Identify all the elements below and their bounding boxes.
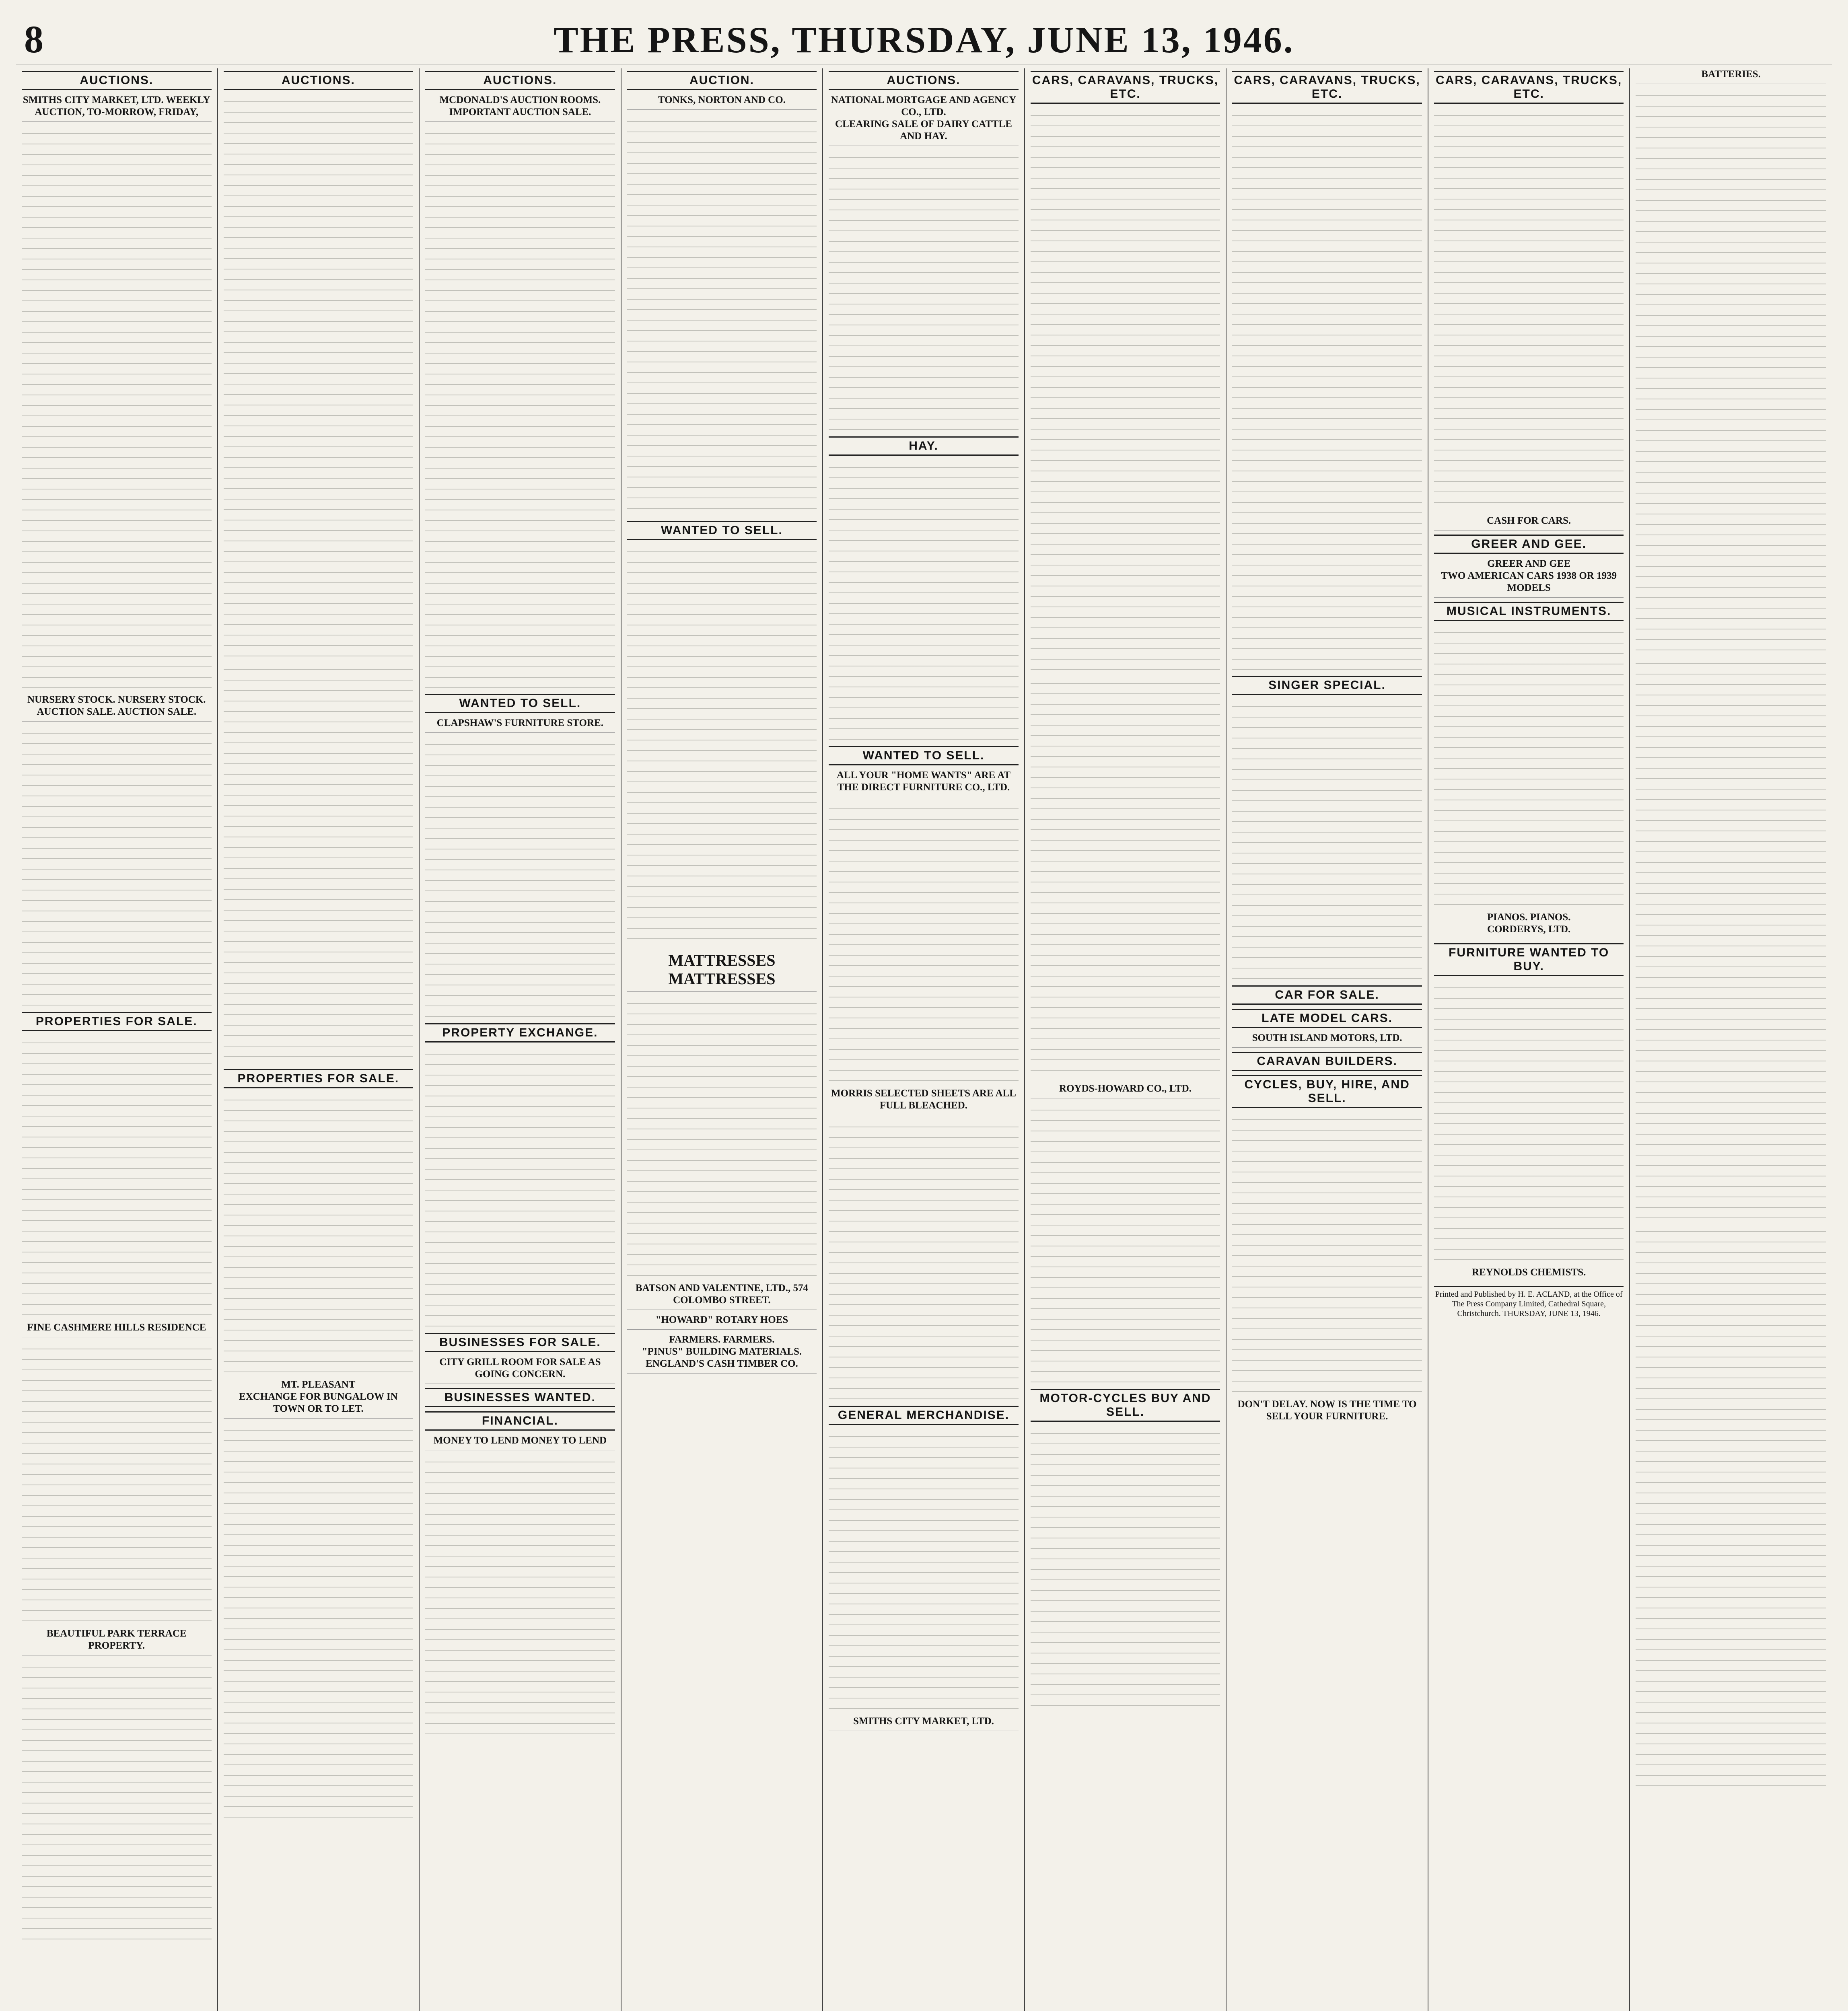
ad-body-text — [1636, 656, 1826, 1219]
ad-body-text — [1232, 108, 1422, 671]
ad-body-text — [22, 1659, 212, 1941]
ad-heading: ALL YOUR "HOME WANTS" ARE AT THE DIRECT FURNITURE CO., LTD. — [836, 770, 1011, 793]
section-heading: WANTED TO SELL. — [425, 694, 615, 713]
section-heading: CAR FOR SALE. — [1232, 985, 1422, 1005]
ad-body-text — [1232, 699, 1422, 981]
section-heading: AUCTION. — [627, 71, 817, 90]
ad-body-text — [627, 996, 817, 1277]
classified-ad — [1232, 1032, 1422, 1048]
section-heading: MUSICAL INSTRUMENTS. — [1434, 602, 1624, 621]
classified-ad — [627, 1334, 817, 1374]
ad-heading: PIANOS. PIANOS. — [1487, 912, 1571, 923]
ad-heading: MT. PLEASANT — [281, 1379, 356, 1390]
ad-heading: CITY GRILL ROOM FOR SALE AS GOING CONCERN. — [439, 1357, 601, 1380]
classified-ad — [627, 94, 817, 110]
section-heading: GENERAL MERCHANDISE. — [829, 1406, 1019, 1425]
ad-heading: MONEY TO LEND MONEY TO LEND — [433, 1435, 607, 1446]
page-number: 8 — [24, 18, 43, 61]
ad-body-text — [22, 1035, 212, 1317]
ad-heading: CLAPSHAW'S FURNITURE STORE. — [436, 718, 603, 728]
ad-heading: TONKS, NORTON AND CO. — [658, 95, 786, 105]
classified-ad — [1232, 1398, 1422, 1426]
ad-body-text — [1636, 1224, 1826, 1787]
classified-ad — [829, 769, 1019, 797]
ad-heading: BATSON AND VALENTINE, LTD., 574 COLOMBO STREET. — [635, 1283, 808, 1306]
section-heading: AUCTIONS. — [224, 71, 414, 90]
ad-heading: GREER AND GEE — [1487, 558, 1571, 569]
ad-body-text — [22, 726, 212, 1007]
ad-body-text — [425, 1454, 615, 1736]
classified-ad — [22, 94, 212, 122]
ad-heading: FARMERS. FARMERS. — [669, 1334, 775, 1345]
ad-body-text — [1031, 1426, 1220, 1707]
ad-heading: NATIONAL MORTGAGE AND AGENCY CO., LTD. — [831, 95, 1017, 117]
ad-heading: EXCHANGE FOR BUNGALOW IN TOWN OR TO LET. — [239, 1391, 398, 1414]
section-heading: WANTED TO SELL. — [627, 521, 817, 540]
section-heading: PROPERTY EXCHANGE. — [425, 1023, 615, 1043]
classified-ad — [1636, 68, 1826, 84]
masthead — [16, 14, 1832, 64]
ad-body-text — [1434, 108, 1624, 510]
ad-heading: AUCTION SALE. AUCTION SALE. — [37, 706, 197, 717]
printer-imprint: Printed and Published by H. E. ACLAND, at the Office of The Press Company Limited, Cathedral Square, Christchurch. THURSDAY, JUNE 13, 1946. — [1434, 1286, 1624, 1318]
column-7 — [1227, 68, 1428, 2011]
column-9 — [1630, 68, 1832, 2011]
ad-heading: "PINUS" BUILDING MATERIALS. — [642, 1346, 802, 1357]
ad-body-text — [22, 1341, 212, 1623]
section-heading: CARS, CARAVANS, TRUCKS, ETC. — [1232, 71, 1422, 104]
classified-ad — [425, 1356, 615, 1384]
classified-ad — [1434, 911, 1624, 939]
newspaper-title: THE PRESS, THURSDAY, JUNE 13, 1946. — [554, 19, 1294, 60]
section-heading: PROPERTIES FOR SALE. — [22, 1012, 212, 1031]
section-heading: AUCTIONS. — [829, 71, 1019, 90]
classified-ad — [425, 94, 615, 122]
section-heading: CYCLES, BUY, HIRE, AND SELL. — [1232, 1075, 1422, 1108]
ad-body-text — [425, 1047, 615, 1328]
ad-heading: BATTERIES. — [1701, 69, 1761, 80]
section-heading: LATE MODEL CARS. — [1232, 1009, 1422, 1028]
ad-heading: SMITHS CITY MARKET, LTD. WEEKLY AUCTION, TO-MORROW, FRIDAY, — [23, 95, 210, 117]
classified-ad — [829, 94, 1019, 146]
ad-heading: MORRIS SELECTED SHEETS ARE ALL FULL BLEACHED. — [831, 1088, 1016, 1111]
column-1 — [16, 68, 218, 2011]
section-heading: FURNITURE WANTED TO BUY. — [1434, 943, 1624, 976]
section-heading: SINGER SPECIAL. — [1232, 676, 1422, 695]
classified-ad — [22, 1322, 212, 1337]
ad-body-text — [627, 114, 817, 516]
ad-heading: ENGLAND'S CASH TIMBER CO. — [646, 1358, 798, 1369]
columns — [16, 68, 1832, 2011]
ad-heading: "HOWARD" ROTARY HOES — [655, 1314, 788, 1325]
classified-ad — [1434, 515, 1624, 531]
column-2 — [218, 68, 420, 2011]
ad-body-text — [1636, 88, 1826, 651]
section-heading: BUSINESSES WANTED. — [425, 1388, 615, 1407]
classified-ad — [627, 951, 817, 992]
section-heading: CARS, CARAVANS, TRUCKS, ETC. — [1434, 71, 1624, 104]
column-3 — [420, 68, 621, 2011]
ad-heading: FINE CASHMERE HILLS RESIDENCE — [27, 1322, 206, 1333]
ad-heading: CASH FOR CARS. — [1487, 515, 1571, 526]
ad-heading: CORDERYS, LTD. — [1487, 924, 1571, 935]
classified-ad — [627, 1282, 817, 1310]
ad-body-text — [829, 1119, 1019, 1401]
classified-ad — [425, 717, 615, 733]
ad-heading: BEAUTIFUL PARK TERRACE PROPERTY. — [46, 1628, 187, 1651]
column-8 — [1428, 68, 1630, 2011]
classified-ad — [829, 1088, 1019, 1115]
ad-body-text — [224, 1092, 414, 1374]
section-heading: CARS, CARAVANS, TRUCKS, ETC. — [1031, 71, 1220, 104]
ad-heading: TWO AMERICAN CARS 1938 OR 1939 MODELS — [1441, 570, 1617, 593]
ad-body-text — [224, 1423, 414, 1825]
section-heading: MOTOR-CYCLES BUY AND SELL. — [1031, 1389, 1220, 1422]
classified-ad — [1434, 1267, 1624, 1282]
column-4 — [621, 68, 823, 2011]
ad-body-text — [1434, 980, 1624, 1262]
ad-body-text — [1031, 108, 1220, 671]
ad-body-text — [1434, 625, 1624, 907]
classified-ad — [1031, 1083, 1220, 1098]
ad-heading: NURSERY STOCK. NURSERY STOCK. — [27, 694, 206, 705]
ad-body-text — [425, 126, 615, 689]
ad-heading: SMITHS CITY MARKET, LTD. — [853, 1716, 994, 1727]
classified-ad — [425, 1435, 615, 1450]
ad-body-text — [425, 737, 615, 1018]
classified-ad — [627, 1314, 817, 1330]
classified-ad — [1434, 558, 1624, 598]
classified-ad — [224, 1379, 414, 1419]
ad-display-heading: MATTRESSES MATTRESSES — [668, 951, 776, 988]
column-5 — [823, 68, 1025, 2011]
classified-ad — [22, 1628, 212, 1655]
ad-body-text — [829, 460, 1019, 741]
section-heading: WANTED TO SELL. — [829, 746, 1019, 765]
ad-body-text — [22, 126, 212, 689]
section-heading: AUCTIONS. — [425, 71, 615, 90]
ad-body-text — [627, 544, 817, 946]
ad-body-text — [224, 94, 414, 657]
section-heading: GREER AND GEE. — [1434, 535, 1624, 554]
ad-body-text — [1232, 1112, 1422, 1394]
ad-body-text — [829, 801, 1019, 1083]
classified-ad — [22, 694, 212, 722]
ad-heading: DON'T DELAY. NOW IS THE TIME TO SELL YOUR FURNITURE. — [1237, 1399, 1417, 1422]
ad-heading: REYNOLDS CHEMISTS. — [1471, 1267, 1586, 1278]
ad-body-text — [829, 150, 1019, 432]
ad-heading: SOUTH ISLAND MOTORS, LTD. — [1252, 1032, 1402, 1043]
ad-heading: MCDONALD'S AUCTION ROOMS. IMPORTANT AUCTION SALE. — [439, 95, 601, 117]
ad-body-text — [1031, 1102, 1220, 1384]
ad-body-text — [224, 662, 414, 1064]
section-heading: HAY. — [829, 436, 1019, 456]
column-6 — [1025, 68, 1227, 2011]
section-heading: PROPERTIES FOR SALE. — [224, 1069, 414, 1088]
ad-body-text — [1031, 676, 1220, 1078]
ad-heading: CLEARING SALE OF DAIRY CATTLE AND HAY. — [835, 119, 1012, 142]
classified-ad — [829, 1715, 1019, 1731]
section-heading: CARAVAN BUILDERS. — [1232, 1052, 1422, 1071]
section-heading: FINANCIAL. — [425, 1411, 615, 1431]
section-heading: AUCTIONS. — [22, 71, 212, 90]
ad-heading: ROYDS-HOWARD CO., LTD. — [1059, 1083, 1192, 1094]
ad-body-text — [829, 1429, 1019, 1711]
section-heading: BUSINESSES FOR SALE. — [425, 1333, 615, 1352]
